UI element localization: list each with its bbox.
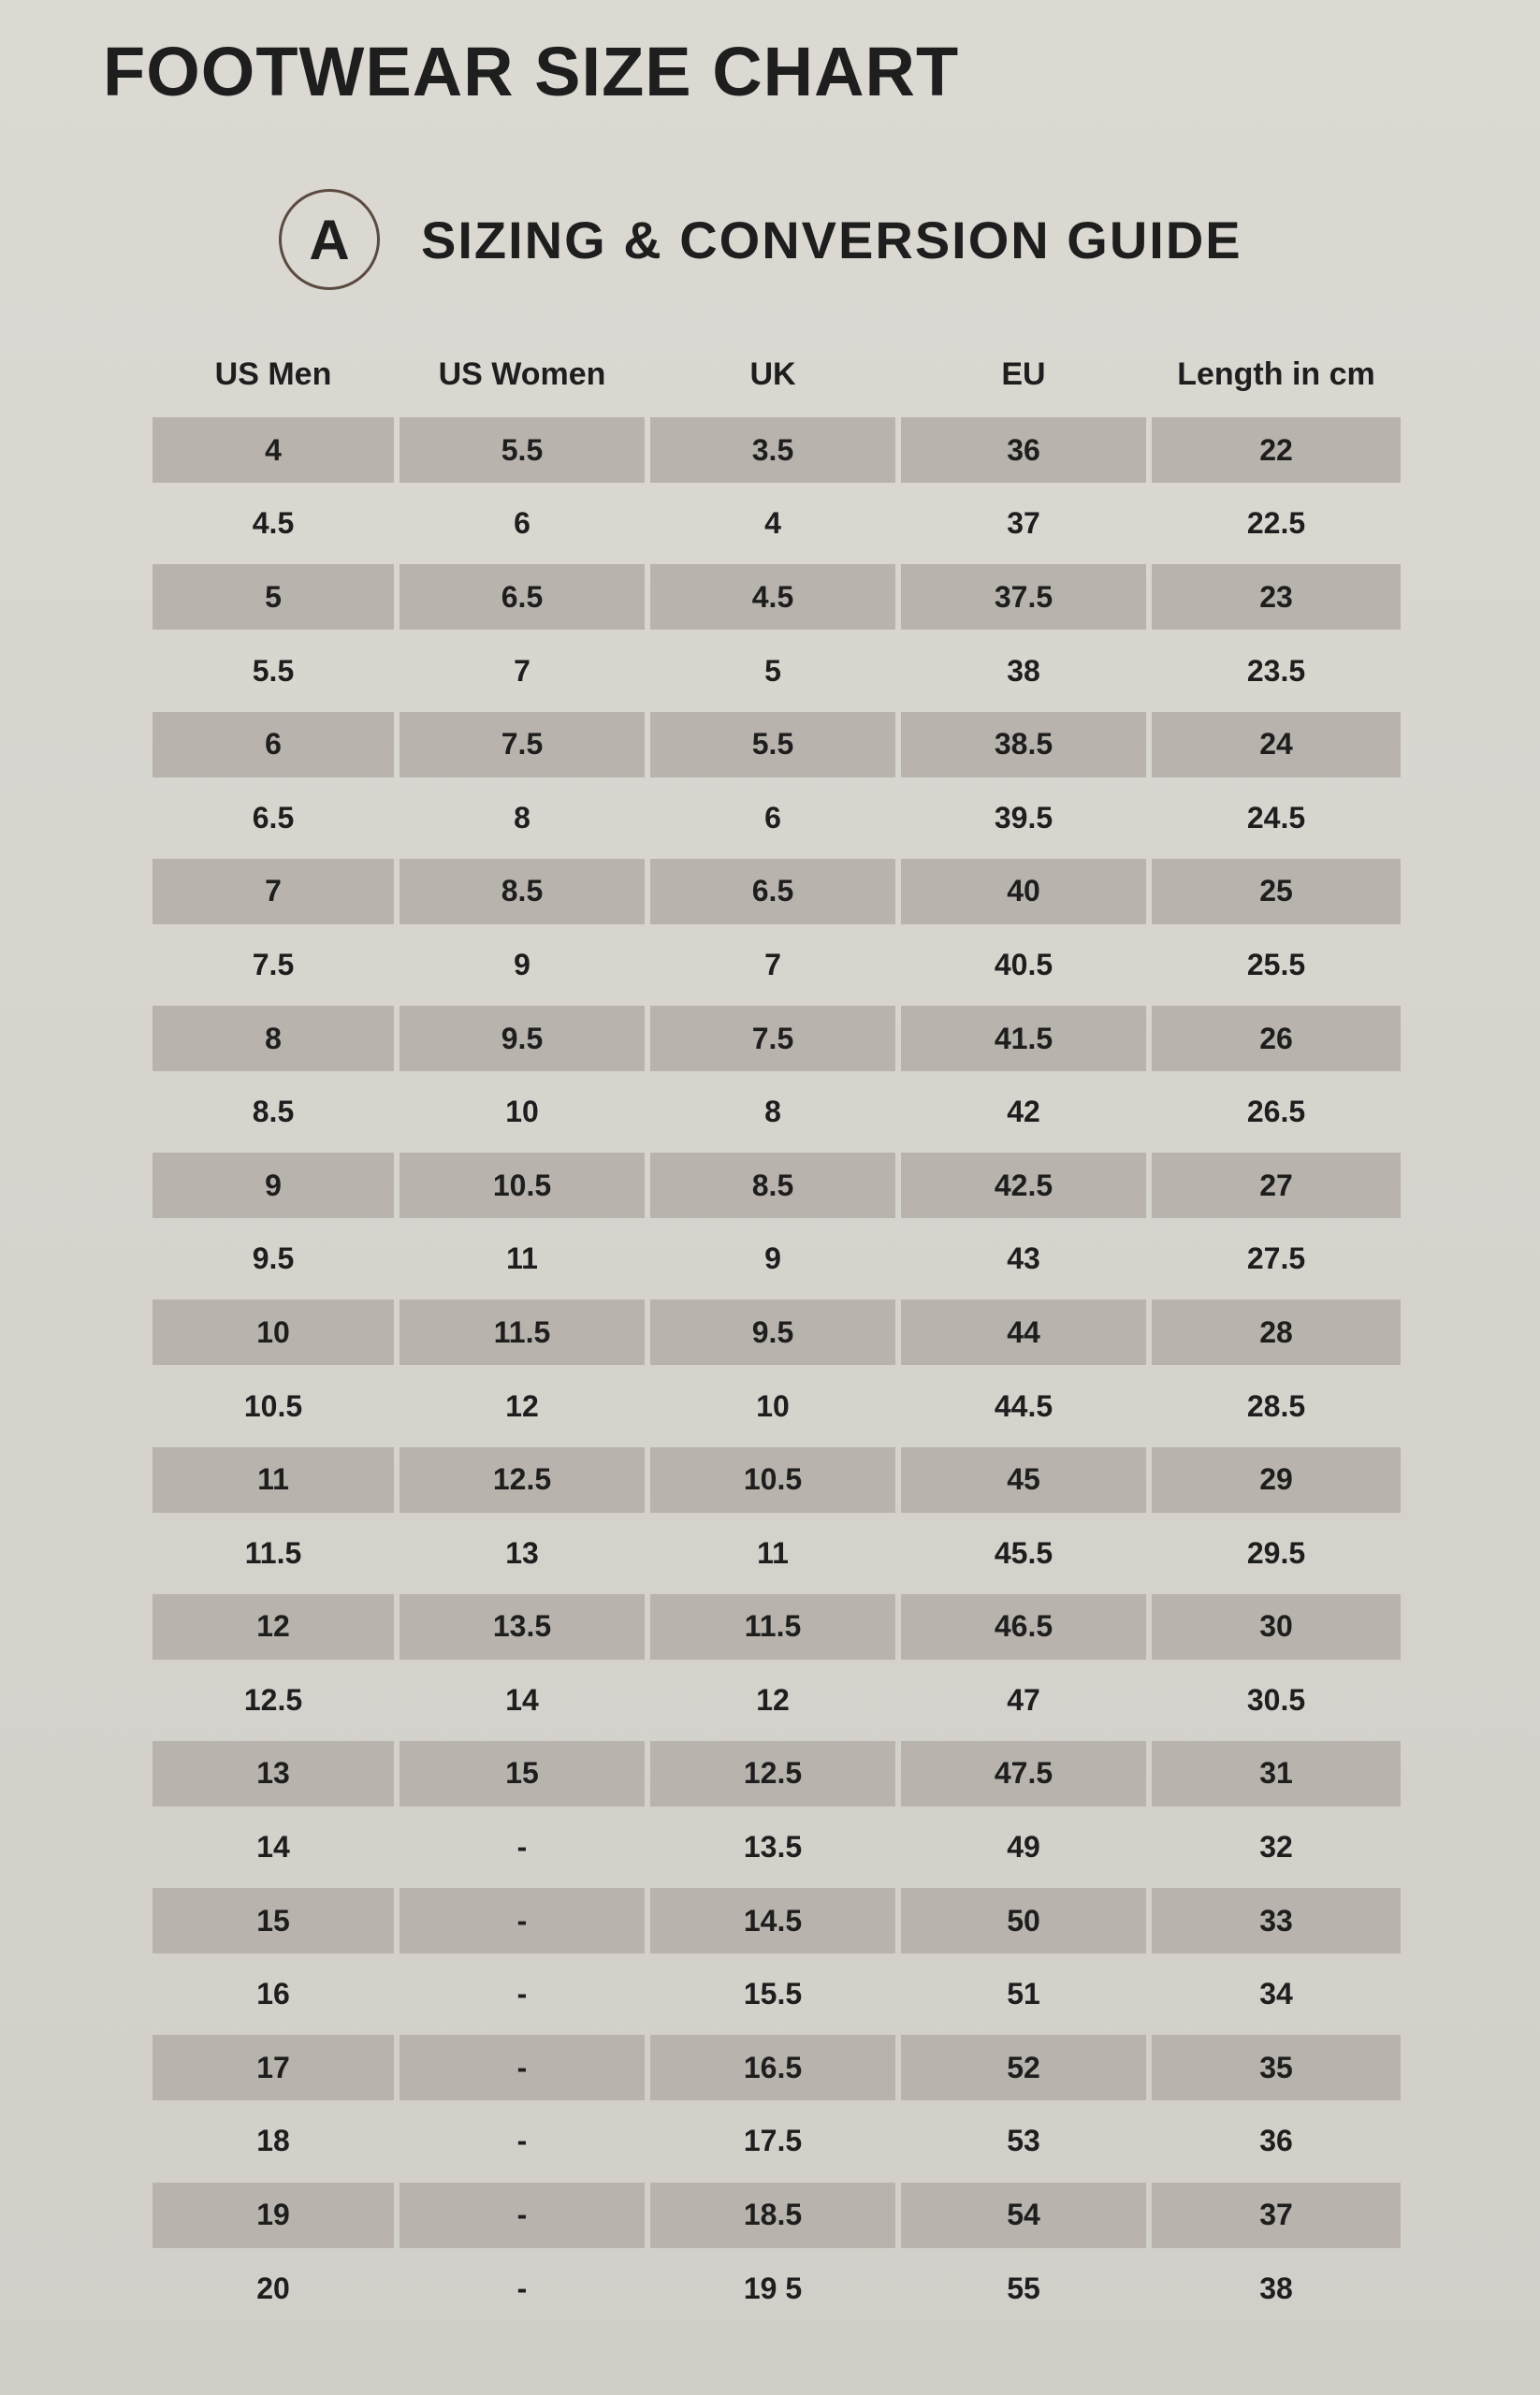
cell-uk: 14.5: [650, 1888, 895, 1953]
cell-eu: 55: [1007, 2271, 1040, 2305]
table-row: [150, 2105, 1403, 2179]
cell-eu: 44: [901, 1299, 1146, 1365]
table-row: [150, 1002, 1403, 1076]
cell-eu: 37.5: [901, 564, 1146, 630]
cell-us-men: 17: [153, 2035, 394, 2100]
cell-uk: 5.5: [650, 712, 895, 777]
cell-us-women: 13: [505, 1535, 539, 1570]
section-subtitle: SIZING & CONVERSION GUIDE: [421, 210, 1242, 269]
cell-length-cm: 30.5: [1246, 1682, 1306, 1717]
cell-us-men: 14: [256, 1830, 290, 1865]
cell-length-cm: 26: [1152, 1006, 1401, 1071]
cell-length-cm: 27.5: [1246, 1241, 1306, 1276]
cell-length-cm: 24: [1152, 712, 1401, 777]
cell-eu: 50: [901, 1888, 1146, 1953]
cell-us-women: 12: [505, 1388, 539, 1423]
cell-length-cm: 35: [1152, 2035, 1401, 2100]
cell-uk: 9.5: [650, 1299, 895, 1365]
cell-us-men: 8.5: [252, 1095, 295, 1129]
cell-us-women: 11.5: [400, 1299, 645, 1365]
cell-eu: 39.5: [994, 800, 1053, 835]
table-header: [150, 344, 1403, 404]
cell-uk: 13.5: [743, 1830, 803, 1865]
cell-uk: 12.5: [650, 1741, 895, 1807]
cell-eu: 40.5: [994, 947, 1053, 981]
table-row: [150, 1884, 1403, 1958]
table-row: [150, 928, 1403, 1002]
cell-us-men: 10.5: [243, 1388, 303, 1423]
cell-eu: 46.5: [901, 1594, 1146, 1660]
table-row: [150, 487, 1403, 561]
cell-length-cm: 28: [1152, 1299, 1401, 1365]
cell-length-cm: 30: [1152, 1594, 1401, 1660]
cell-length-cm: 37: [1152, 2183, 1401, 2248]
cell-us-men: 10: [153, 1299, 394, 1365]
cell-us-women: 12.5: [400, 1447, 645, 1513]
cell-us-women: -: [400, 2183, 645, 2248]
cell-us-women: -: [400, 2035, 645, 2100]
cell-eu: 38: [1007, 653, 1040, 688]
cell-uk: 4: [764, 506, 781, 541]
cell-eu: 47.5: [901, 1741, 1146, 1807]
cell-us-women: -: [400, 1888, 645, 1953]
cell-length-cm: 31: [1152, 1741, 1401, 1807]
cell-us-men: 12: [153, 1594, 394, 1660]
cell-eu: 49: [1007, 1830, 1040, 1865]
cell-us-women: 8.5: [400, 859, 645, 924]
table-row: [150, 707, 1403, 781]
cell-eu: 51: [1007, 1977, 1040, 2011]
cell-us-women: 9: [514, 947, 530, 981]
table-row: [150, 1517, 1403, 1590]
header-us-women: US Women: [438, 356, 606, 392]
section-header: [279, 183, 1242, 296]
cell-eu: 38.5: [901, 712, 1146, 777]
cell-us-men: 11.5: [244, 1535, 302, 1570]
cell-us-women: 7: [514, 653, 530, 688]
table-row: [150, 560, 1403, 634]
cell-uk: 6.5: [650, 859, 895, 924]
cell-us-men: 18: [256, 2124, 290, 2158]
cell-uk: 8.5: [650, 1153, 895, 1218]
cell-uk: 4.5: [650, 564, 895, 630]
cell-eu: 37: [1007, 506, 1040, 541]
cell-us-women: 11: [506, 1241, 538, 1276]
cell-length-cm: 36: [1259, 2124, 1293, 2158]
page-title: FOOTWEAR SIZE CHART: [103, 33, 960, 110]
cell-length-cm: 23.5: [1246, 653, 1306, 688]
table-row: [150, 855, 1403, 929]
table-row: [150, 2178, 1403, 2252]
table-row: [150, 634, 1403, 708]
cell-us-men: 16: [256, 1977, 290, 2011]
cell-us-men: 5.5: [252, 653, 295, 688]
cell-length-cm: 24.5: [1246, 800, 1306, 835]
cell-us-women: -: [516, 2271, 528, 2305]
cell-us-women: -: [516, 1830, 528, 1865]
cell-eu: 54: [901, 2183, 1146, 2248]
cell-us-men: 5: [153, 564, 394, 630]
cell-us-women: 8: [514, 800, 530, 835]
cell-us-men: 4.5: [252, 506, 295, 541]
cell-us-men: 20: [256, 2271, 290, 2305]
cell-length-cm: 34: [1259, 1977, 1293, 2011]
table-row: [150, 1296, 1403, 1370]
cell-eu: 44.5: [994, 1388, 1053, 1423]
cell-eu: 52: [901, 2035, 1146, 2100]
table-row: [150, 1737, 1403, 1811]
cell-us-men: 15: [153, 1888, 394, 1953]
cell-length-cm: 33: [1152, 1888, 1401, 1953]
cell-uk: 9: [764, 1241, 781, 1276]
cell-length-cm: 22.5: [1246, 506, 1306, 541]
cell-eu: 47: [1007, 1682, 1040, 1717]
cell-length-cm: 23: [1152, 564, 1401, 630]
cell-uk: 19 5: [743, 2271, 803, 2305]
cell-length-cm: 29.5: [1246, 1535, 1306, 1570]
cell-us-men: 9: [153, 1153, 394, 1218]
cell-us-women: 10: [505, 1095, 539, 1129]
cell-length-cm: 32: [1259, 1830, 1293, 1865]
table-row: [150, 2252, 1403, 2326]
cell-uk: 6: [764, 800, 781, 835]
cell-us-women: 7.5: [400, 712, 645, 777]
cell-uk: 16.5: [650, 2035, 895, 2100]
cell-eu: 42: [1007, 1095, 1040, 1129]
table-row: [150, 1590, 1403, 1664]
cell-length-cm: 29: [1152, 1447, 1401, 1513]
cell-uk: 11.5: [650, 1594, 895, 1660]
cell-eu: 43: [1007, 1241, 1040, 1276]
cell-length-cm: 28.5: [1246, 1388, 1306, 1423]
cell-us-men: 6.5: [252, 800, 295, 835]
cell-us-women: 9.5: [400, 1006, 645, 1071]
cell-eu: 36: [901, 417, 1146, 483]
header-uk: UK: [749, 356, 796, 392]
cell-us-women: -: [516, 2124, 528, 2158]
cell-eu: 42.5: [901, 1153, 1146, 1218]
cell-uk: 7.5: [650, 1006, 895, 1071]
cell-eu: 41.5: [901, 1006, 1146, 1071]
cell-us-women: 5.5: [400, 417, 645, 483]
table-row: [150, 1370, 1403, 1444]
cell-us-women: 6: [514, 506, 530, 541]
cell-eu: 53: [1007, 2124, 1040, 2158]
table-row: [150, 781, 1403, 855]
cell-us-women: 14: [505, 1682, 539, 1717]
header-length-cm: Length in cm: [1177, 356, 1375, 392]
table-body: [150, 414, 1403, 2325]
cell-uk: 7: [764, 947, 781, 981]
cell-uk: 5: [764, 653, 781, 688]
table-row: [150, 1957, 1403, 2031]
cell-us-women: -: [516, 1977, 528, 2011]
cell-us-women: 10.5: [400, 1153, 645, 1218]
cell-us-men: 12.5: [243, 1682, 303, 1717]
cell-us-men: 11: [153, 1447, 394, 1513]
cell-uk: 3.5: [650, 417, 895, 483]
cell-length-cm: 25: [1152, 859, 1401, 924]
cell-length-cm: 38: [1259, 2271, 1293, 2305]
cell-length-cm: 25.5: [1246, 947, 1306, 981]
header-eu: EU: [1001, 356, 1046, 392]
cell-uk: 18.5: [650, 2183, 895, 2248]
cell-uk: 12: [756, 1682, 790, 1717]
table-row: [150, 1075, 1403, 1149]
cell-uk: 11: [757, 1535, 789, 1570]
table-row: [150, 1810, 1403, 1884]
table-row: [150, 2031, 1403, 2105]
cell-us-men: 8: [153, 1006, 394, 1071]
table-row: [150, 1663, 1403, 1737]
cell-us-men: 19: [153, 2183, 394, 2248]
cell-uk: 10.5: [650, 1447, 895, 1513]
table-row: [150, 1149, 1403, 1223]
cell-us-men: 6: [153, 712, 394, 777]
cell-uk: 17.5: [743, 2124, 803, 2158]
cell-us-women: 15: [400, 1741, 645, 1807]
cell-eu: 45: [901, 1447, 1146, 1513]
cell-uk: 8: [764, 1095, 781, 1129]
section-badge: A: [279, 189, 380, 290]
cell-us-women: 13.5: [400, 1594, 645, 1660]
table-row: [150, 414, 1403, 487]
table-row: [150, 1223, 1403, 1297]
header-us-men: US Men: [214, 356, 332, 392]
size-conversion-table: [150, 344, 1403, 2325]
cell-us-men: 7.5: [252, 947, 295, 981]
cell-eu: 45.5: [994, 1535, 1053, 1570]
cell-uk: 15.5: [743, 1977, 803, 2011]
cell-length-cm: 26.5: [1246, 1095, 1306, 1129]
cell-us-women: 6.5: [400, 564, 645, 630]
cell-length-cm: 27: [1152, 1153, 1401, 1218]
cell-us-men: 4: [153, 417, 394, 483]
table-row: [150, 1443, 1403, 1517]
cell-us-men: 9.5: [252, 1241, 295, 1276]
cell-us-men: 13: [153, 1741, 394, 1807]
cell-uk: 10: [756, 1388, 790, 1423]
cell-us-men: 7: [153, 859, 394, 924]
cell-length-cm: 22: [1152, 417, 1401, 483]
cell-eu: 40: [901, 859, 1146, 924]
